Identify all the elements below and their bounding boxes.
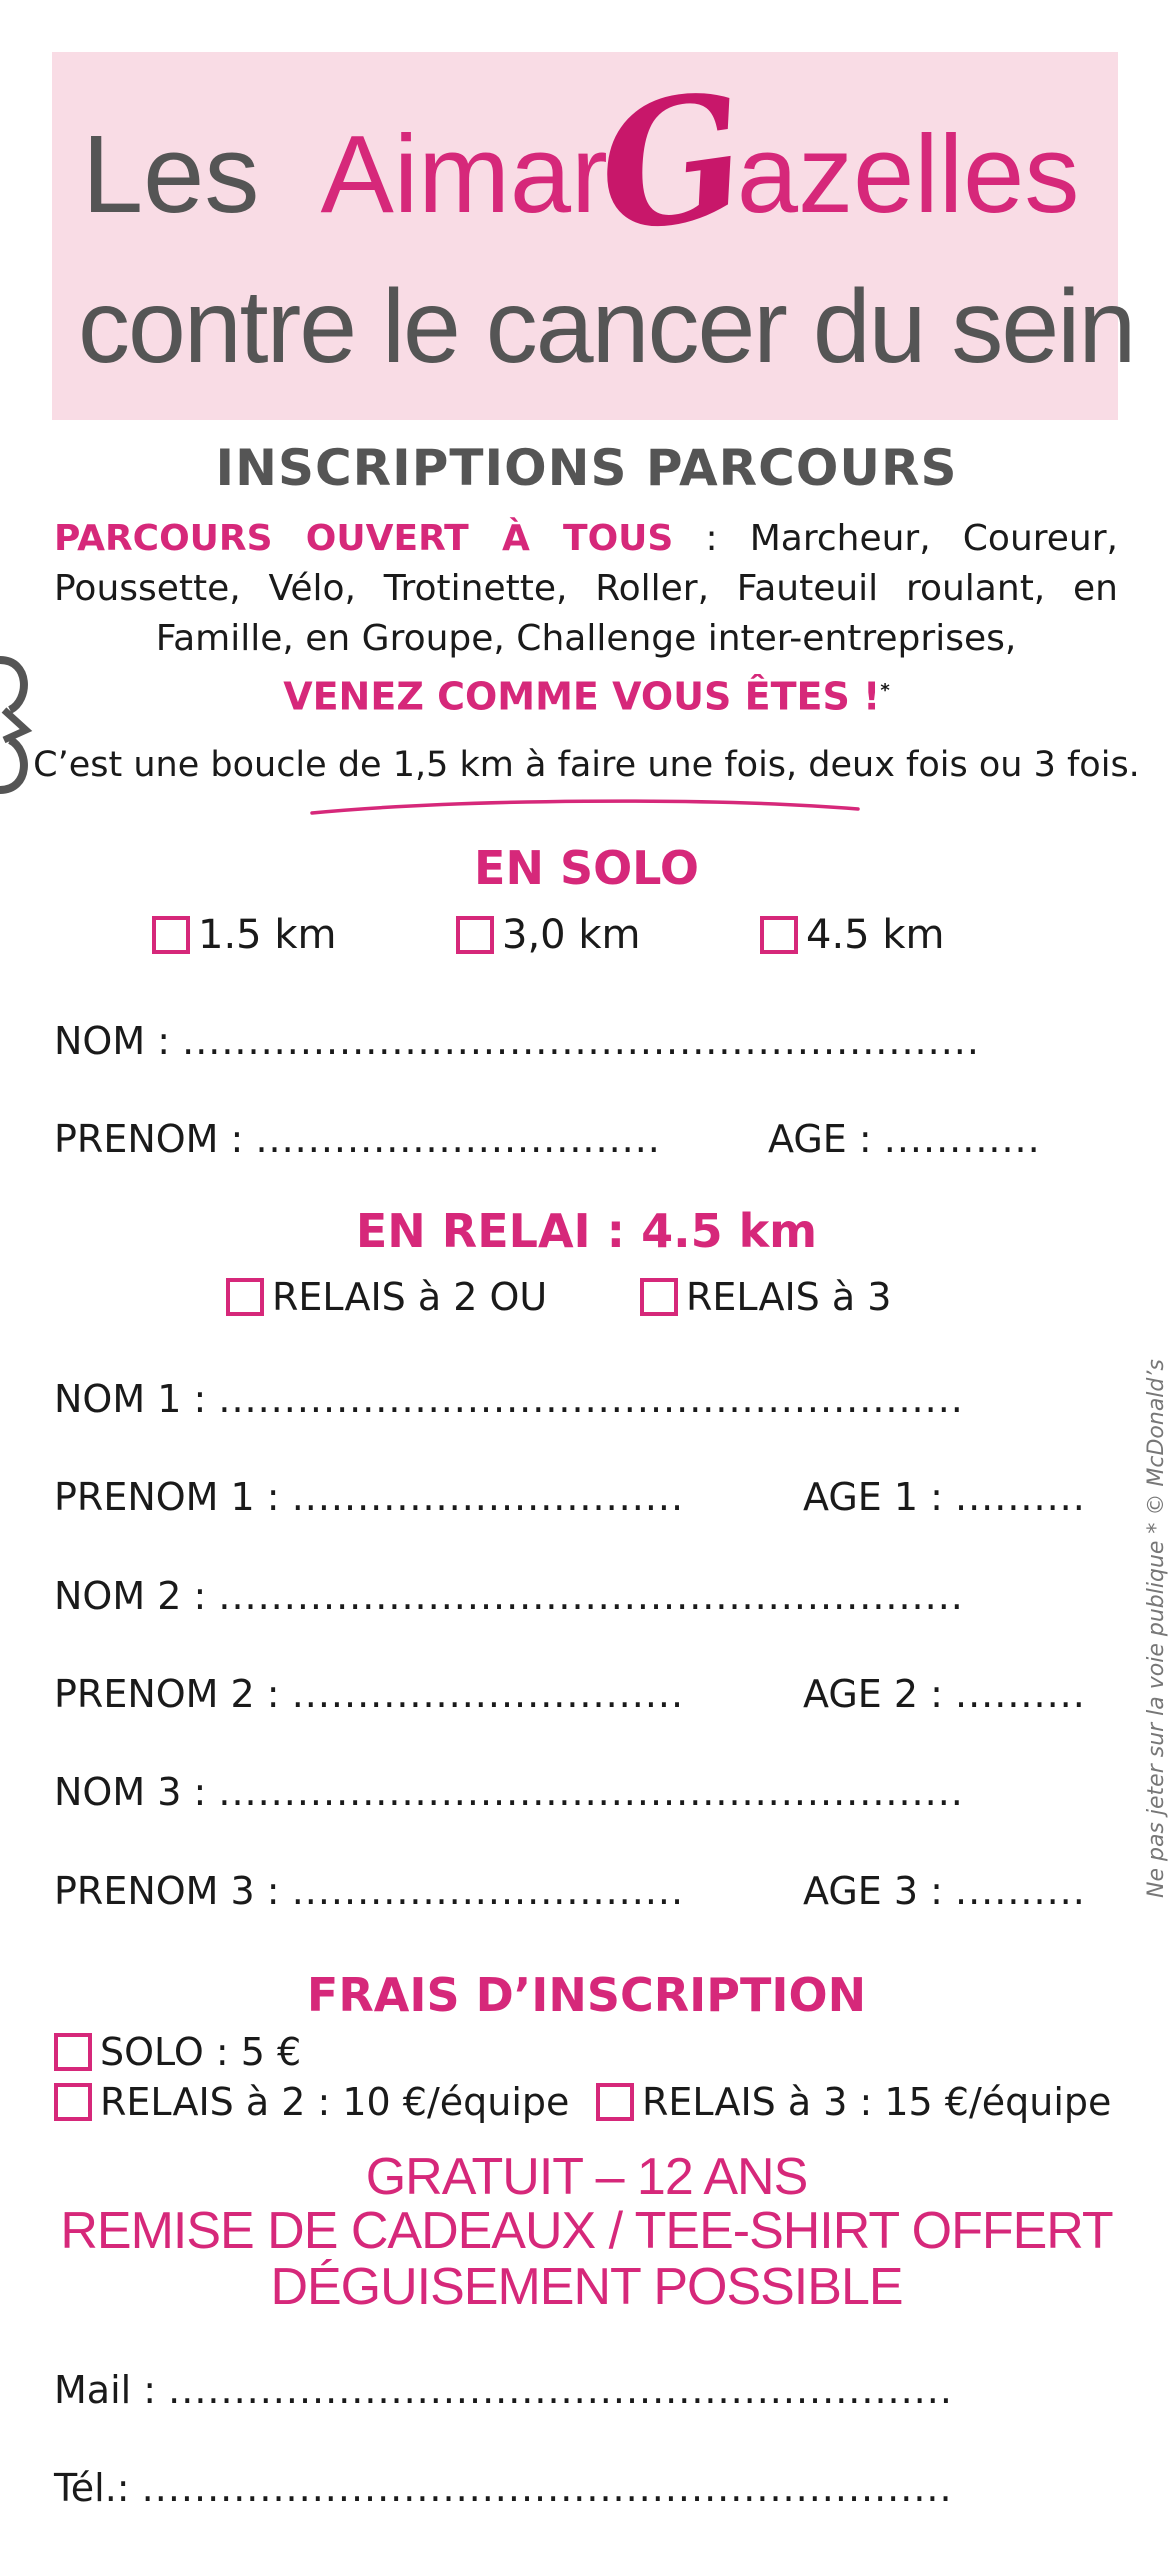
tel-label: Tél.: [54,2466,130,2510]
header-azelles: azelles [736,113,1080,236]
intro-lead: PARCOURS OUVERT À TOUS [54,518,674,559]
page-title: INSCRIPTIONS PARCOURS [215,439,958,497]
relai-age-3-field[interactable]: AGE 3 : .......... [803,1869,1086,1913]
intro-body: : Marcheur, Coureur, Poussette, Vélo, Trotinette, Roller, Fauteuil roulant, en Famille, en Groupe, Challenge inter-entreprises, [54,518,1118,659]
frais-relais-3-label: RELAIS à 3 : 15 €/équipe [642,2080,1112,2124]
side-note: Ne pas jeter sur la voie publique * © McDonald’s [1144,1359,1169,1898]
solo-age-field[interactable]: AGE : ............ [768,1117,1041,1161]
checkbox[interactable] [226,1278,264,1316]
venez-slogan [0,666,1173,722]
boucle-info: C’est une boucle de 1,5 km à faire une fois, deux fois ou 3 fois. [33,745,1140,785]
solo-age-label: AGE : [768,1117,872,1161]
tel-field[interactable]: Tél.: .............................................................. [54,2466,953,2510]
header-g-logo: G [586,53,759,273]
header-subtitle: contre le cancer du sein [78,269,1135,385]
relai-nom-3-field[interactable]: NOM 3 : ......................................................... [54,1770,964,1814]
relai-option-3-label: RELAIS à 3 [686,1275,892,1319]
relai-prenom-3-field[interactable]: PRENOM 3 : .............................. [54,1869,685,1913]
mail-field[interactable]: Mail : ............................................................ [54,2368,953,2412]
solo-option-2-label: 3,0 km [502,912,641,958]
relai-prenom-1-field[interactable]: PRENOM 1 : .............................. [54,1475,685,1519]
frais-relais-2-label: RELAIS à 2 : 10 €/équipe [100,2080,570,2124]
solo-prenom-label: PRENOM : [54,1117,244,1161]
relai-option-2[interactable] [226,1272,547,1322]
relai-age-1-label: AGE 1 : [803,1475,943,1519]
frais-title: FRAIS D’INSCRIPTION [306,1968,867,2022]
checkbox[interactable] [760,916,798,954]
solo-option-3[interactable] [760,910,944,960]
venez-text: VENEZ COMME VOUS ÊTES ! [283,674,881,719]
header-title [82,53,1080,273]
frais-solo-label: SOLO : 5 € [100,2030,302,2074]
checkbox[interactable] [54,2083,92,2121]
relai-nom-1-field[interactable]: NOM 1 : ......................................................... [54,1377,964,1421]
frais-solo[interactable] [54,2027,301,2077]
checkbox[interactable] [152,916,190,954]
relai-age-3-label: AGE 3 : [803,1869,943,1913]
solo-title: EN SOLO [474,841,699,895]
solo-prenom-field[interactable]: PRENOM : ............................... [54,1117,661,1161]
relai-nom-2-field[interactable]: NOM 2 : ......................................................... [54,1574,964,1618]
venez-mark: * [880,680,890,701]
header-aimar: Aimar [320,113,608,236]
intro-text [54,514,1118,664]
checkbox[interactable] [640,1278,678,1316]
solo-nom-label: NOM : [54,1019,171,1063]
relai-nom-1-label: NOM 1 : [54,1377,207,1421]
frais-relais-2[interactable] [54,2077,569,2127]
mail-label: Mail : [54,2368,157,2412]
relai-title: EN RELAI : 4.5 km [355,1204,818,1258]
solo-option-1-label: 1.5 km [198,912,337,958]
checkbox[interactable] [456,916,494,954]
relai-prenom-3-label: PRENOM 3 : [54,1869,280,1913]
relai-nom-3-label: NOM 3 : [54,1770,207,1814]
promo-line-1: GRATUIT – 12 ANS [365,2148,808,2206]
header-banner [52,52,1135,420]
promo-line-2: REMISE DE CADEAUX / TEE-SHIRT OFFERT [60,2202,1113,2260]
promo-line-3: DÉGUISEMENT POSSIBLE [270,2258,903,2316]
checkbox[interactable] [596,2083,634,2121]
separator-swoosh [310,795,860,825]
relai-option-3[interactable] [640,1272,891,1322]
header-les: Les [82,113,260,236]
relai-option-2-label: RELAIS à 2 OU [272,1275,548,1319]
checkbox[interactable] [54,2033,92,2071]
solo-nom-field[interactable]: NOM : ............................................................. [54,1019,980,1063]
relai-nom-2-label: NOM 2 : [54,1574,207,1618]
solo-option-3-label: 4.5 km [806,912,945,958]
solo-option-2[interactable] [456,910,640,960]
relai-age-2-field[interactable]: AGE 2 : .......... [803,1672,1086,1716]
relai-prenom-2-field[interactable]: PRENOM 2 : .............................. [54,1672,685,1716]
solo-option-1[interactable] [152,910,336,960]
frais-relais-3[interactable] [596,2077,1111,2127]
relai-prenom-2-label: PRENOM 2 : [54,1672,280,1716]
relai-prenom-1-label: PRENOM 1 : [54,1475,280,1519]
relai-age-1-field[interactable]: AGE 1 : .......... [803,1475,1086,1519]
relai-age-2-label: AGE 2 : [803,1672,943,1716]
